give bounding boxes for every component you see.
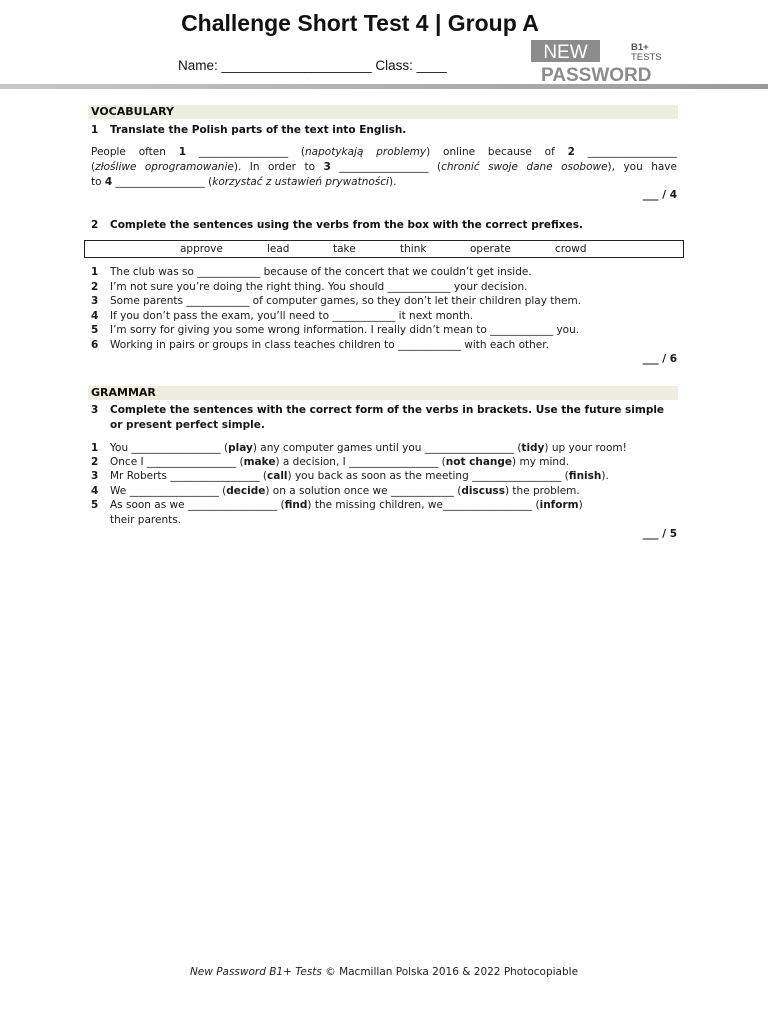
section-heading-grammar: GRAMMAR (88, 386, 678, 400)
new-password-logo (531, 40, 667, 84)
word-box-item: think (400, 243, 427, 255)
task-2-sentence: 6 Working in pairs or groups in class teaches children to ____________ with each other. (91, 339, 549, 351)
page-title: Challenge Short Test 4 | Group A (181, 10, 539, 36)
task-3-sentence: 5 As soon as we _________________ (find) the missing children, we_________________ (inform) (91, 499, 583, 511)
task-1-text-line: (złośliwe oprogramowanie). In order to 3 _________________ (chronić swoje dane osobowe), you have (91, 161, 677, 173)
task-2-score: ___ / 6 (642, 353, 677, 365)
task-3-sentence-cont: their parents. (110, 514, 182, 526)
word-box-item: operate (470, 243, 511, 255)
task-instruction: Translate the Polish parts of the text into English. (110, 124, 407, 136)
page-footer (0, 966, 768, 978)
task-number: 1 (91, 124, 99, 136)
header-divider (0, 84, 768, 89)
svg-text:PASSWORD: PASSWORD (541, 65, 652, 84)
svg-text:TESTS: TESTS (631, 52, 662, 63)
svg-text:B1+: B1+ (631, 42, 649, 53)
task-2-sentence: 5 I’m sorry for giving you some wrong information. I really didn’t mean to ____________ you. (91, 324, 580, 336)
task-1-score: ___ / 4 (642, 189, 677, 201)
footer-copyright: © Macmillan Polska 2016 & 2022 Photocopiable (321, 966, 579, 978)
word-box-item: lead (267, 243, 290, 255)
task-2-sentence: 1 The club was so ____________ because of the concert that we couldn’t get inside. (91, 266, 532, 278)
task-1-text (91, 145, 677, 190)
word-box-item: approve (180, 243, 223, 255)
task-instruction: Complete the sentences using the verbs from the box with the correct prefixes. (110, 219, 583, 231)
word-box-item: take (333, 243, 356, 255)
word-box (84, 240, 684, 258)
task-number: 3 (91, 404, 99, 416)
footer-book-title: New Password B1+ Tests (189, 966, 322, 978)
task-3-sentence: 3 Mr Roberts _________________ (call) you back as soon as the meeting _________________ (finish). (91, 470, 609, 482)
task-1-text-line: to 4 _________________ (korzystać z ustawień prywatności). (91, 176, 397, 188)
word-box-item: crowd (555, 243, 587, 255)
task-3-score: ___ / 5 (642, 528, 677, 540)
task-2-sentence: 3 Some parents ____________ of computer games, so they don’t let their children play them. (91, 295, 582, 307)
task-3-instruction (91, 403, 664, 418)
task-3-instruction-cont: or present perfect simple. (110, 419, 265, 431)
task-3-sentence: 1 You _________________ (play) any computer games until you _________________ (tidy) up your room! (91, 442, 627, 454)
page-header (0, 0, 768, 92)
task-1-text-line: People often 1 _________________ (napotykają problemy) online because of 2 _________________ (91, 146, 677, 158)
task-2-sentence: 2 I’m not sure you’re doing the right thing. You should ____________ your decision. (91, 281, 528, 293)
task-3-sentence: 4 We _________________ (decide) on a solution once we ____________ (discuss) the problem. (91, 485, 580, 497)
task-1-instruction (91, 123, 406, 138)
task-2-instruction (91, 218, 583, 233)
task-3-sentence: 2 Once I _________________ (make) a decision, I _________________ (not change) my mind. (91, 456, 570, 468)
task-2-sentence: 4 If you don’t pass the exam, you’ll need to ____________ it next month. (91, 310, 474, 322)
section-heading-vocabulary: VOCABULARY (88, 105, 678, 119)
task-number: 2 (91, 219, 99, 231)
task-instruction: Complete the sentences with the correct form of the verbs in brackets. Use the future simple (110, 404, 665, 416)
svg-text:NEW: NEW (543, 42, 588, 63)
name-class-line: Name: ____________________ Class: ____ (178, 58, 447, 73)
